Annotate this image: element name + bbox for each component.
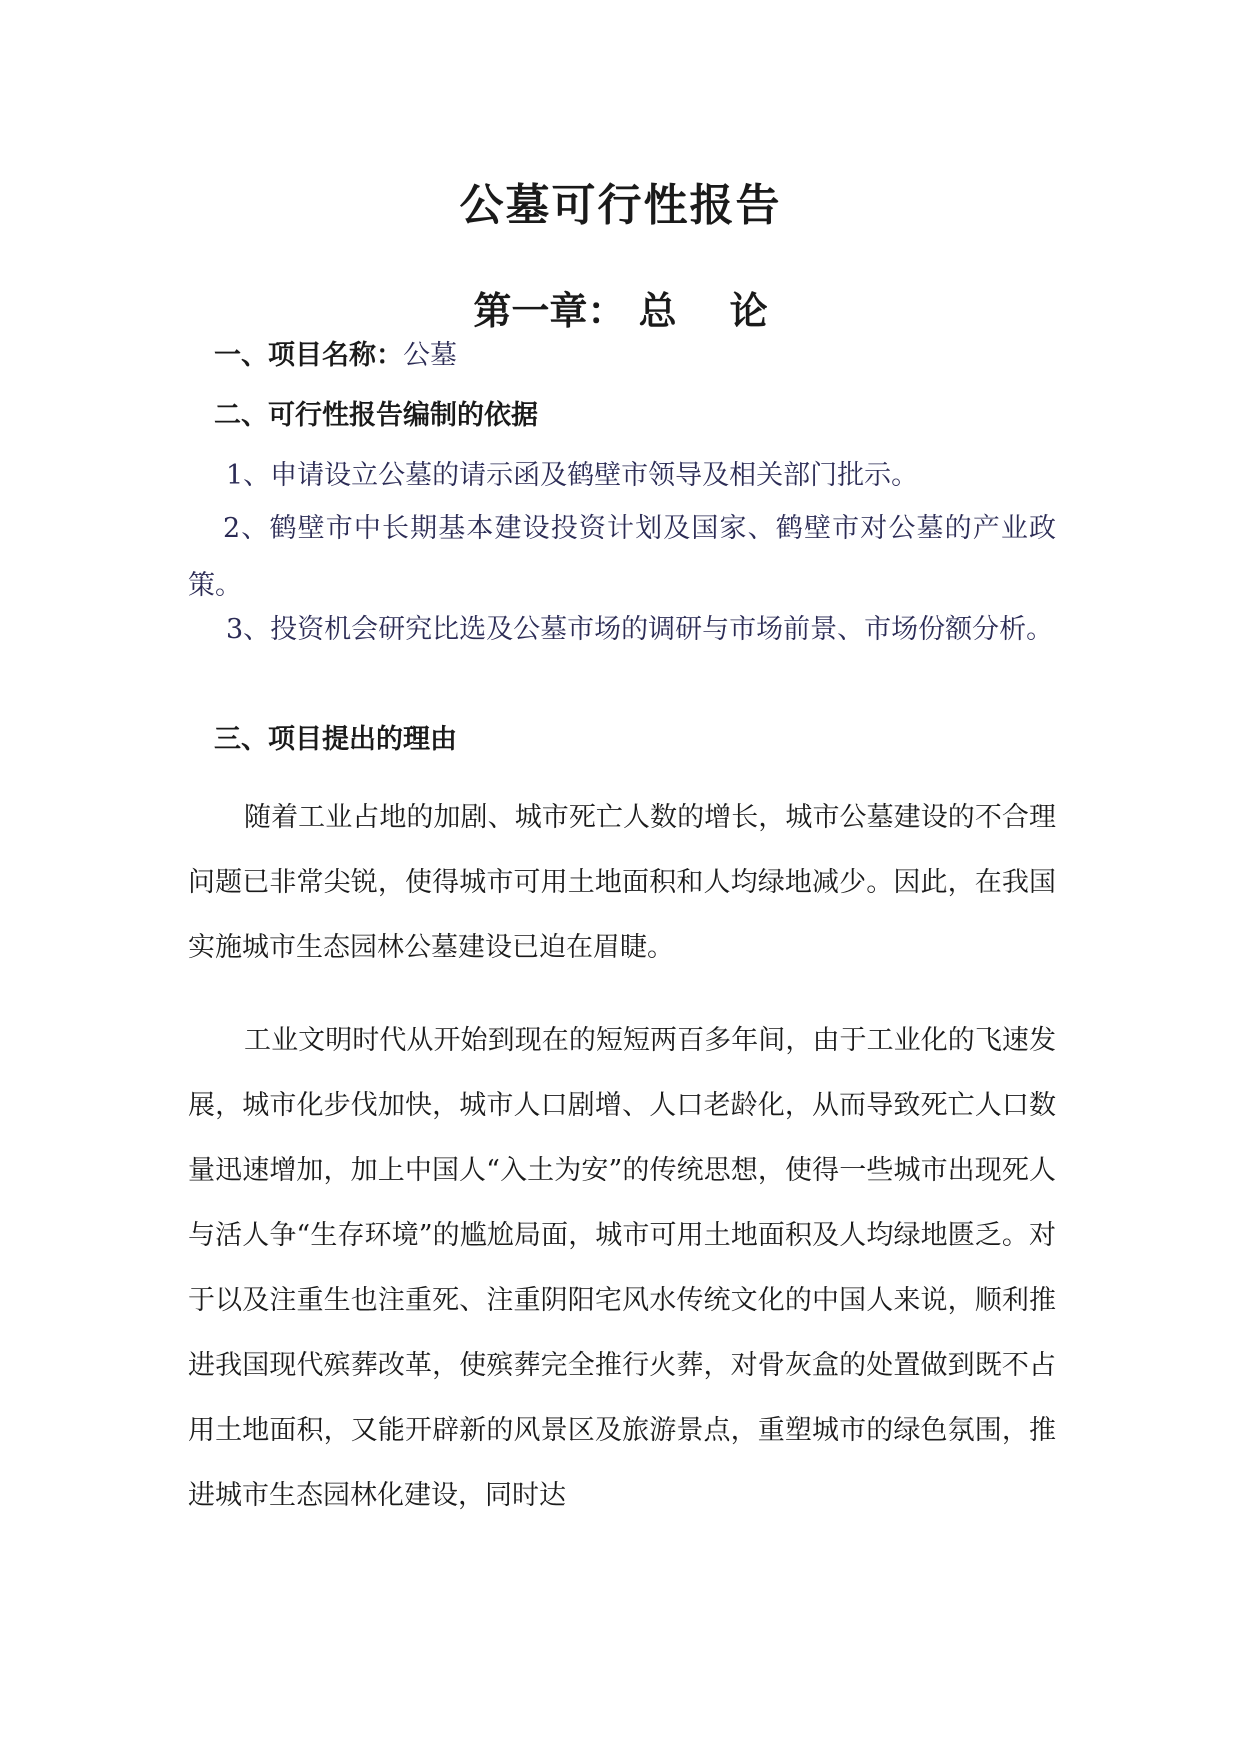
reason-paragraph-2: 工业文明时代从开始到现在的短短两百多年间，由于工业化的飞速发展，城市化步伐加快，城市人口剧增、人口老龄化，从而导致死亡人口数量迅速增加，加上中国人“入土为安”的传统思想，使得一些城市出现死人与活人争“生存环境”的尴尬局面，城市可用土地面积及人均绿地匮乏。对于以及注重生也注重死、注重阴阳宅风水传统文化的中国人来说，顺利推进我国现代殡葬改革，使殡葬完全推行火葬，对骨灰盒的处置做到既不占用土地面积，又能开辟新的风景区及旅游景点，重塑城市的绿色氛围，推进城市生态园林化建设，同时达 bbox=[188, 1025, 1056, 1511]
section-project-name-value: 公墓 bbox=[403, 340, 457, 371]
chapter-heading: 第一章： 总 论 bbox=[473, 288, 768, 333]
basis-item-1: 1、申请设立公墓的请示函及鹤壁市领导及相关部门批示。 bbox=[226, 460, 919, 491]
document-title: 公墓可行性报告 bbox=[459, 180, 782, 231]
section-reasons-heading: 三、项目提出的理由 bbox=[214, 724, 457, 755]
section-project-name bbox=[214, 336, 457, 376]
basis-item-2: 2、鹤壁市中长期基本建设投资计划及国家、鹤壁市对公墓的产业政策。 bbox=[188, 513, 1056, 601]
section-project-name-label: 一、项目名称： bbox=[214, 340, 403, 371]
section-basis-heading: 二、可行性报告编制的依据 bbox=[214, 400, 538, 431]
basis-item-3: 3、投资机会研究比选及公墓市场的调研与市场前景、市场份额分析。 bbox=[226, 614, 1054, 645]
reason-paragraph-1: 随着工业占地的加剧、城市死亡人数的增长，城市公墓建设的不合理问题已非常尖锐，使得城市可用土地面积和人均绿地减少。因此，在我国实施城市生态园林公墓建设已迫在眉睫。 bbox=[188, 802, 1056, 963]
